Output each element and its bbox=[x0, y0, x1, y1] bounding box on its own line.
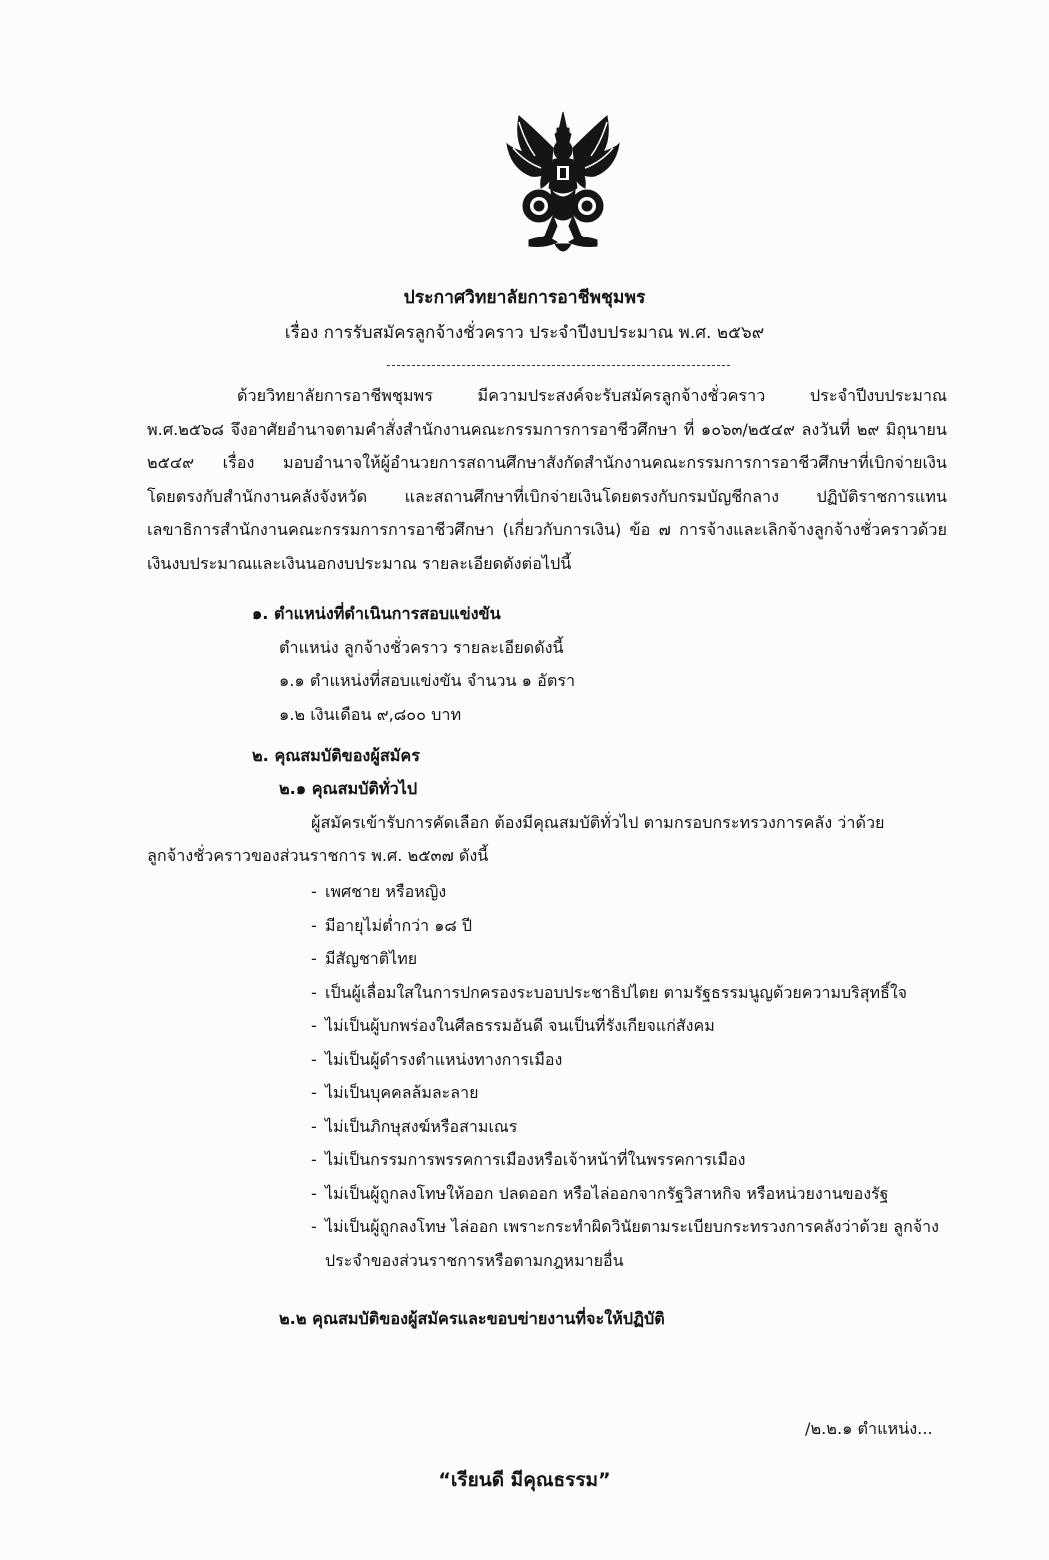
general-qualification-line-1: ผู้สมัครเข้ารับการคัดเลือก ต้องมีคุณสมบัติทั่วไป ตามกรอบกระทรวงการคลัง ว่าด้วย bbox=[311, 813, 885, 832]
announcement-subject: เรื่อง การรับสมัครลูกจ้างชั่วคราว ประจำปีงบประมาณ พ.ศ. ๒๕๖๙ bbox=[284, 323, 765, 343]
list-item: - ไม่เป็นบุคคลล้มละลาย bbox=[311, 1083, 479, 1102]
continuation-marker: /๒.๒.๑ ตำแหน่ง... bbox=[805, 1419, 933, 1438]
garuda-emblem-icon bbox=[505, 108, 621, 258]
list-item: - ไม่เป็นผู้ดำรงตำแหน่งทางการเมือง bbox=[311, 1049, 563, 1069]
title-divider bbox=[387, 365, 730, 366]
list-item: - ไม่เป็นผู้บกพร่องในศีลธรรมอันดี จนเป็นที่รังเกียจแก่สังคม bbox=[311, 1016, 715, 1035]
list-item: - ไม่เป็นผู้ถูกลงโทษ ไล่ออก เพราะกระทำผิดวินัยตามระเบียบกระทรวงการคลังว่าด้วย ลูกจ้างประจำของส่วนราชการหรือตามกฎหมายอื่น bbox=[311, 1217, 939, 1270]
list-item: - เป็นผู้เลื่อมใสในการปกครองระบอบประชาธิปไตย ตามรัฐธรรมนูญด้วยความบริสุทธิ์ใจ bbox=[311, 982, 908, 1002]
list-item: - ไม่เป็นกรรมการพรรคการเมืองหรือเจ้าหน้าที่ในพรรคการเมือง bbox=[311, 1150, 746, 1169]
college-slogan: “เรียนดี มีคุณธรรม” bbox=[438, 1469, 611, 1491]
list-item: - ไม่เป็นภิกษุสงฆ์หรือสามเณร bbox=[311, 1116, 518, 1136]
announcement-title: ประกาศวิทยาลัยการอาชีพชุมพร bbox=[403, 288, 646, 308]
qualification-list bbox=[311, 875, 961, 1277]
section-2-2-heading: ๒.๒ คุณสมบัติของผู้สมัครและขอบข่ายงานที่จะให้ปฏิบัติ bbox=[279, 1309, 665, 1328]
list-item: - มีอายุไม่ต่ำกว่า ๑๘ ปี bbox=[311, 915, 472, 935]
list-item: - ไม่เป็นผู้ถูกลงโทษให้ออก ปลดออก หรือไล่ออกจากรัฐวิสาหกิจ หรือหน่วยงานของรัฐ bbox=[311, 1183, 889, 1203]
section-2-heading: ๒. คุณสมบัติของผู้สมัคร bbox=[252, 746, 420, 765]
intro-paragraph: ด้วยวิทยาลัยการอาชีพชุมพร มีความประสงค์จะรับสมัครลูกจ้างชั่วคราว ประจำปีงบประมาณ พ.ศ.๒๕๖๘ จึงอาศัยอำนาจตามคำสั่งสำนักงานคณะกรรมการการอาชีวศึกษา ที่ ๑๐๖๓/๒๕๔๙ ลงวันที่ ๒๙ มิถุนายน ๒๕๔๙ เรื่อง มอบอำนาจให้ผู้อำนวยการสถานศึกษาสังกัดสำนักงานคณะกรรมการการอาชีวศึกษาที่เบิกจ่ายเงินโดยตรงกับสำนักงานคลังจังหวัด และสถานศึกษาที่เบิกจ่ายเงินโดยตรงกับกรมบัญชีกลาง ปฏิบัติราชการแทนเลขาธิการสำนักงานคณะกรรมการการอาชีวศึกษา (เกี่ยวกับการเงิน) ข้อ ๗ การจ้างและเลิกจ้างลูกจ้างชั่วคราวด้วยเงินงบประมาณและเงินนอกงบประมาณ รายละเอียดดังต่อไปนี้ bbox=[147, 386, 947, 573]
item-1-1: ๑.๑ ตำแหน่งที่สอบแข่งขัน จำนวน ๑ อัตรา bbox=[279, 671, 576, 690]
general-qualification-line-2: ลูกจ้างชั่วคราวของส่วนราชการ พ.ศ. ๒๕๓๗ ดังนี้ bbox=[147, 846, 489, 865]
section-1-heading: ๑. ตำแหน่งที่ดำเนินการสอบแข่งขัน bbox=[252, 604, 501, 623]
list-item: - มีสัญชาติไทย bbox=[311, 949, 418, 968]
position-line: ตำแหน่ง ลูกจ้างชั่วคราว รายละเอียดดังนี้ bbox=[279, 638, 564, 657]
list-item: - เพศชาย หรือหญิง bbox=[311, 882, 447, 901]
item-1-2: ๑.๒ เงินเดือน ๙,๘๐๐ บาท bbox=[279, 705, 462, 724]
section-2-1-heading: ๒.๑ คุณสมบัติทั่วไป bbox=[279, 779, 418, 798]
